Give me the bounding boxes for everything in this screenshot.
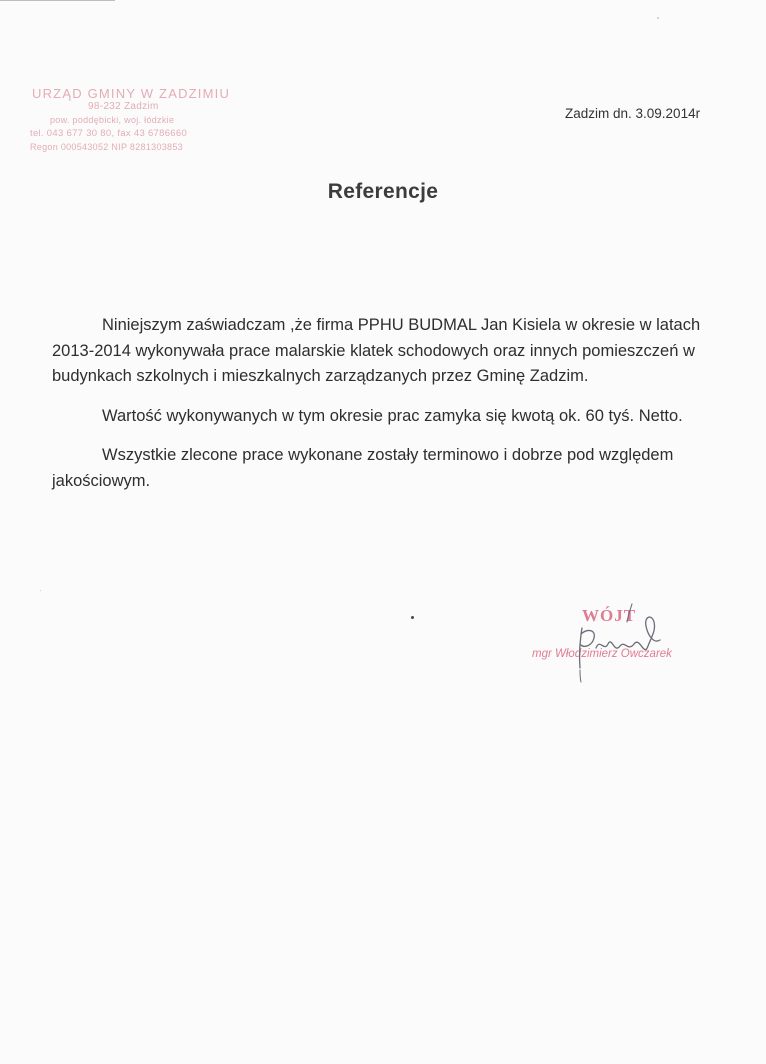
signer-name-stamp: mgr Włodzimierz Owczarek	[532, 648, 672, 660]
ink-dot	[411, 616, 414, 619]
scan-speck	[657, 17, 659, 19]
body-paragraph: Niniejszym zaświadczam ,że firma PPHU BUDMAL Jan Kisiela w okresie w latach 2013-2014 wykonywała prace malarskie klatek schodowych oraz innych pomieszczeń w budynkach szkolnych i mieszkalnych zarządzanych przez Gminę Zadzim.	[52, 316, 701, 385]
stamp-line: 98-232 Zadzim	[88, 101, 159, 112]
stamp-line: tel. 043 677 30 80, fax 43 6786660	[30, 128, 188, 139]
handwritten-signature-icon	[530, 600, 720, 700]
stamp-line: URZĄD GMINY W ZADZIMIU	[32, 86, 231, 101]
document-body	[52, 313, 720, 508]
signature-block	[530, 600, 720, 700]
document-title: Referencje	[327, 180, 439, 203]
position-stamp: WÓJT	[582, 606, 637, 625]
office-stamp	[30, 86, 230, 166]
stamp-line: pow. poddębicki, woj. łódzkie	[50, 115, 175, 125]
stamp-line: Regon 000543052 NIP 8281303853	[30, 142, 183, 152]
body-paragraph: Wartość wykonywanych w tym okresie prac zamyka się kwotą ok. 60 tyś. Netto.	[102, 406, 683, 425]
body-paragraph: Wszystkie zlecone prace wykonane zostały terminowo i dobrze pod względem jakościowym.	[52, 446, 674, 490]
scan-artifact-line	[0, 0, 115, 1]
document-date: Zadzim dn. 3.09.2014r	[565, 106, 701, 121]
scan-speck	[40, 590, 41, 591]
